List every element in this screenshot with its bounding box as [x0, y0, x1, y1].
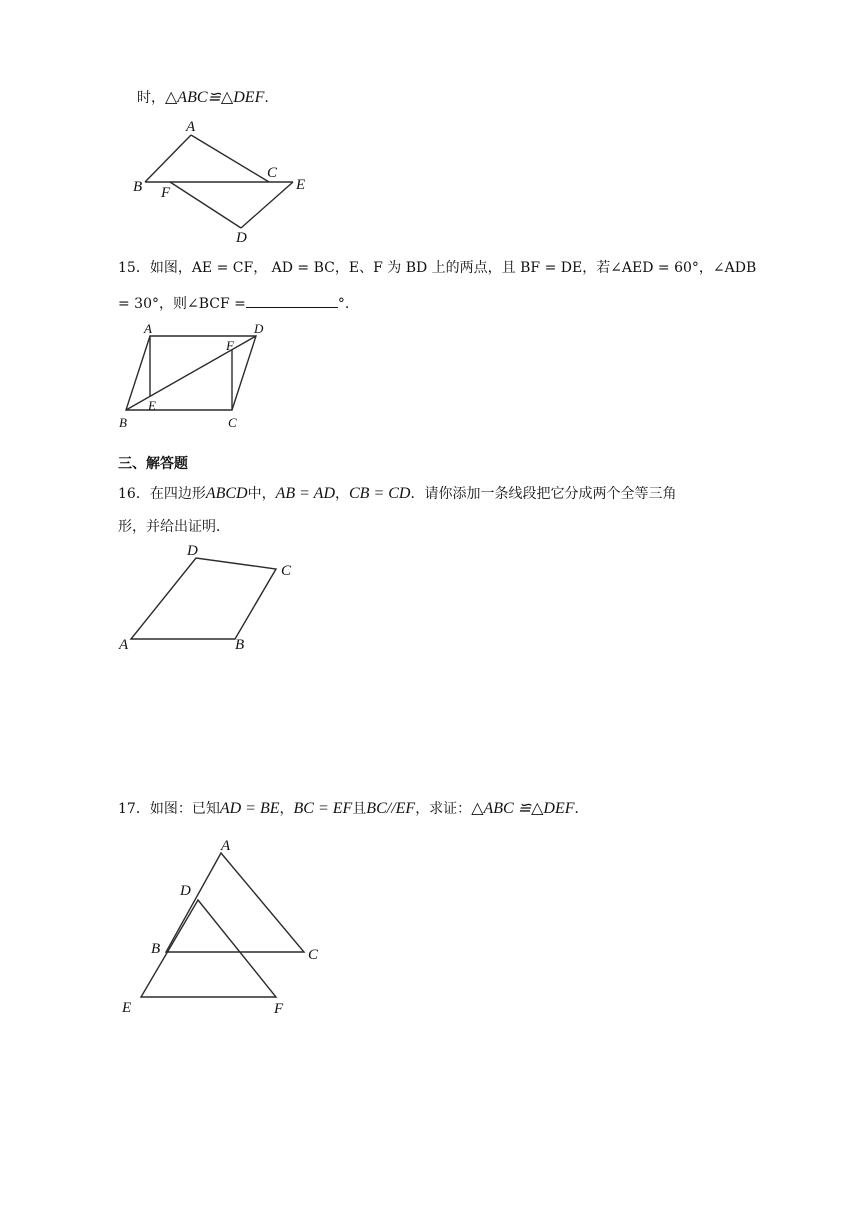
- q17-goal: △ABC ≌△DEF: [471, 800, 575, 817]
- label-D: D: [180, 883, 191, 899]
- label-D: D: [236, 230, 247, 246]
- q15-line2-suffix: °.: [337, 296, 350, 312]
- q16-comma: ，: [335, 486, 349, 502]
- q17-eq2: BC = EF: [293, 800, 353, 817]
- q17-and: 且: [352, 801, 367, 817]
- label-B: B: [119, 415, 127, 430]
- q17-end: ．: [574, 801, 589, 817]
- q17-eq1: AD = BE: [219, 800, 280, 817]
- label-E: E: [296, 177, 306, 193]
- label-C: C: [308, 947, 319, 963]
- label-D: D: [254, 321, 264, 336]
- q16-mid: 中，: [247, 486, 276, 502]
- q15-line1: 15．如图，AE = CF， AD = BC，E、F 为 BD 上的两点，且 BF = DE，若∠AED = 60°，∠ADB: [118, 260, 757, 276]
- label-F: F: [226, 338, 234, 353]
- q14-formula: △ABC≌△DEF: [165, 89, 265, 106]
- label-B: B: [151, 941, 161, 957]
- q16-rest: ．请你添加一条线段把它分成两个全等三角: [410, 486, 677, 502]
- q17-comma: ，: [279, 801, 294, 817]
- q16-line2: 形，并给出证明．: [118, 519, 230, 535]
- section-heading: 三、解答题: [118, 456, 188, 472]
- q17-prefix: 17．如图：已知: [118, 801, 220, 817]
- label-E: E: [148, 398, 156, 413]
- label-E: E: [122, 1000, 132, 1016]
- q16-quad: ABCD: [205, 485, 248, 502]
- label-A: A: [144, 321, 152, 336]
- q17-eq3: BC//EF: [366, 800, 416, 817]
- q14-prefix: 时，: [137, 90, 165, 106]
- label-C: C: [267, 165, 278, 181]
- triangle-ABC: [166, 853, 304, 952]
- label-F: F: [161, 185, 171, 201]
- label-A: A: [186, 119, 196, 135]
- label-C: C: [281, 563, 292, 579]
- label-A: A: [119, 637, 129, 653]
- label-B: B: [133, 179, 143, 195]
- label-B: B: [235, 637, 245, 653]
- label-A: A: [221, 838, 231, 854]
- q15-line2-prefix: = 30°，则∠BCF =: [118, 296, 246, 312]
- label-D: D: [187, 543, 198, 559]
- label-C: C: [228, 415, 237, 430]
- q16-eq1: AB = AD: [275, 485, 335, 502]
- q17-mid: ，求证：: [415, 801, 472, 817]
- triangle-DEF: [141, 900, 276, 997]
- q14-end: .: [264, 90, 269, 106]
- q16-eq2: CB = CD: [349, 485, 411, 502]
- label-F: F: [274, 1001, 284, 1017]
- q16-prefix: 16．在四边形: [118, 486, 206, 502]
